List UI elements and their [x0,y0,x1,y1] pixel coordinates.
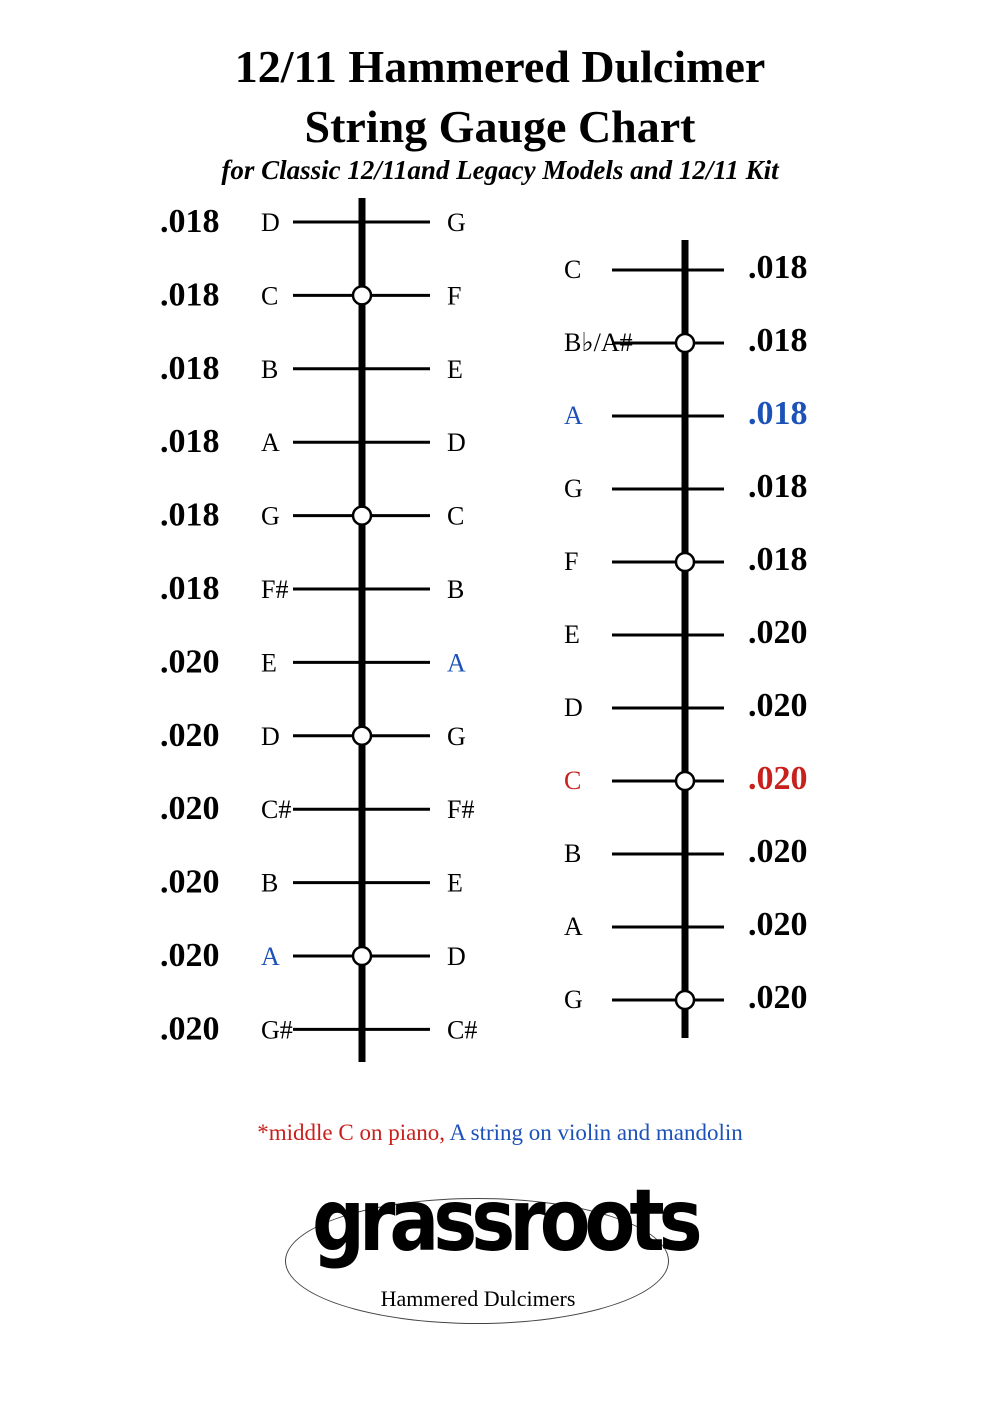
bass-note-label: G [564,474,583,503]
treble-gauge-label: .020 [160,790,220,828]
bass-gauge-label: .020 [748,979,808,1016]
treble-left-note: D [261,721,280,751]
treble-gauge-label: .020 [160,1010,220,1048]
treble-gauge-label: .020 [160,643,220,681]
treble-gauge-label: .018 [160,276,220,314]
treble-left-note: D [261,208,280,237]
bass-bridge-marker [676,553,694,571]
treble-gauge-label: .020 [160,937,220,974]
treble-left-note: B [261,868,279,898]
treble-right-note: A [447,648,466,678]
treble-right-note: G [447,721,466,751]
footnote-blue-part: A string on violin and mandolin [449,1120,743,1145]
bass-note-label: G [564,985,583,1014]
bass-bridge [564,240,808,1038]
bass-gauge-label: .018 [748,249,808,286]
treble-gauge-label: .018 [160,570,220,607]
bass-note-label: F [564,547,579,576]
bass-bridge-marker [676,772,694,790]
treble-right-note: B [447,575,465,604]
bass-note-label: C [564,255,582,284]
treble-left-note: A [261,428,280,458]
bass-gauge-label: .020 [748,614,808,651]
bass-gauge-label: .020 [748,760,808,797]
bass-note-label: B [564,839,582,868]
treble-right-note: F [447,281,462,311]
bass-gauge-label: .020 [748,833,808,870]
treble-left-note: G# [261,1015,293,1045]
treble-left-note: B [261,354,279,384]
bass-bridge-marker [676,991,694,1009]
footnote [0,1120,1000,1146]
treble-left-note: A [261,942,280,971]
bass-bridge-marker [676,334,694,352]
title-line-1: 12/11 Hammered Dulcimer [234,41,766,92]
treble-right-note: E [447,868,463,898]
bass-gauge-label: .018 [748,395,808,432]
bass-note-label: A [564,401,583,430]
treble-bridge-marker [353,507,371,525]
treble-right-note: C# [447,1015,478,1045]
bass-gauge-label: .020 [748,906,808,943]
treble-gauge-label: .018 [160,203,220,240]
bass-note-label: E [564,620,580,649]
bass-note-label: B♭/A# [564,328,633,357]
treble-gauge-label: .020 [160,863,220,901]
treble-left-note: G [261,501,280,531]
grassroots-logo [285,1171,697,1330]
treble-left-note: C [261,281,279,311]
treble-gauge-label: .020 [160,716,220,754]
treble-right-note: G [447,208,466,237]
treble-right-note: D [447,942,466,971]
bass-gauge-label: .018 [748,322,808,359]
bass-gauge-label: .020 [748,687,808,724]
bass-gauge-label: .018 [748,541,808,578]
treble-left-note: F# [261,575,289,604]
bass-gauge-label: .018 [748,468,808,505]
footnote-red-part: *middle C on piano, [257,1120,446,1145]
treble-right-note: D [447,428,466,458]
treble-bridge-marker [353,947,371,965]
treble-left-note: C# [261,795,292,825]
treble-gauge-label: .018 [160,496,220,534]
treble-right-note: F# [447,795,475,825]
subtitle: for Classic 12/11and Legacy Models and 12/11 Kit [221,155,779,185]
treble-gauge-label: .018 [160,349,220,387]
treble-bridge [160,198,477,1062]
treble-bridge-marker [353,727,371,745]
treble-right-note: E [447,354,463,384]
bass-note-label: C [564,766,582,795]
treble-left-note: E [261,648,277,678]
title-line-2: String Gauge Chart [304,101,696,152]
treble-bridge-marker [353,286,371,304]
bass-note-label: D [564,693,583,722]
logo-tagline: Hammered Dulcimers [380,1286,576,1311]
bass-note-label: A [564,912,583,941]
treble-right-note: C [447,501,465,531]
logo-wordmark: grassroots [312,1171,697,1271]
treble-gauge-label: .018 [160,423,220,461]
